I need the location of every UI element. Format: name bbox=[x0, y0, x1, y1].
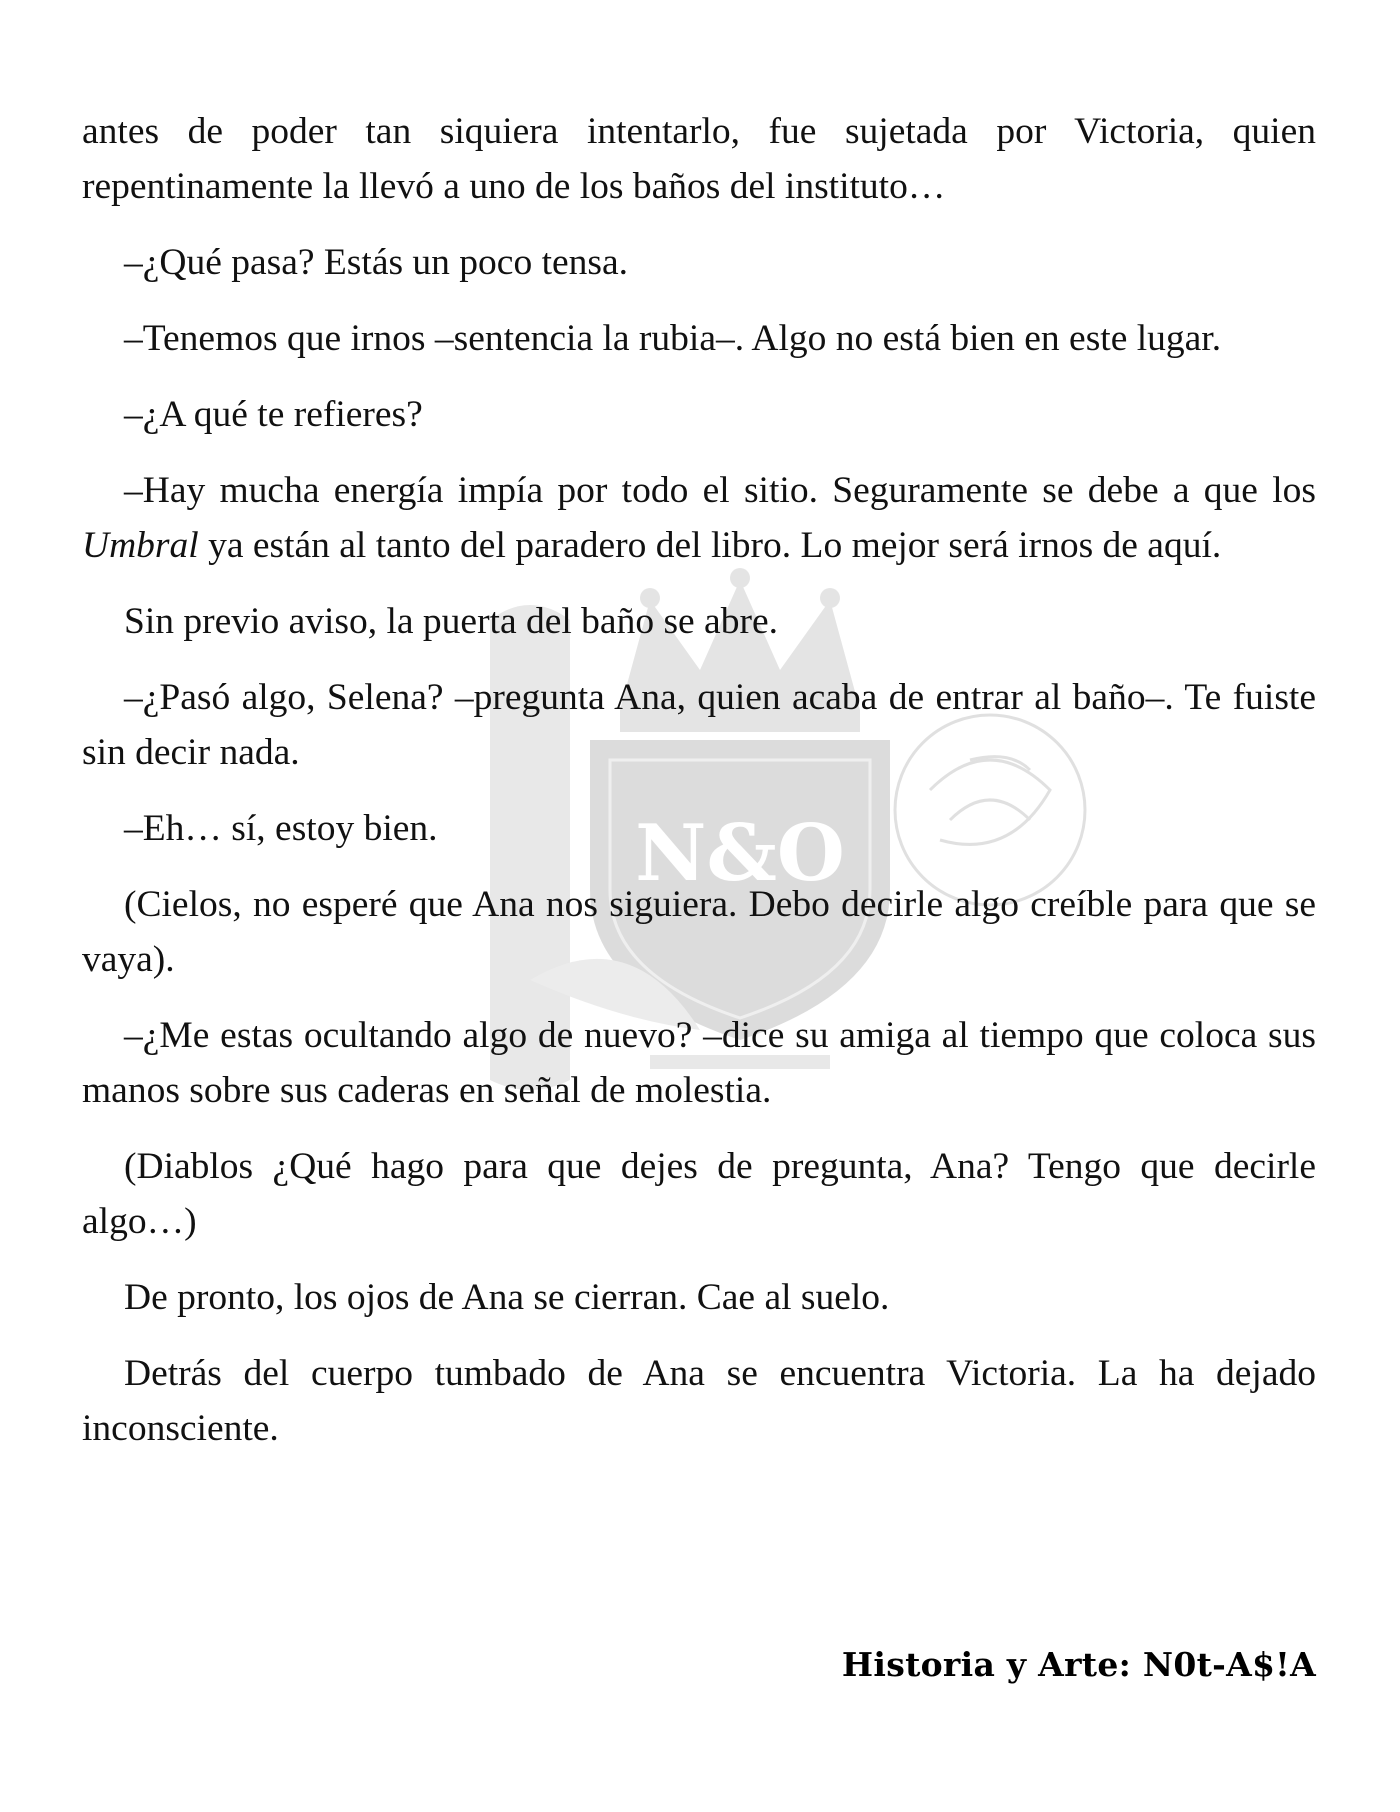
paragraph-4: –¿A qué te refieres? bbox=[124, 394, 423, 435]
paragraph-11: (Diablos ¿Qué hago para que dejes de pregunta, Ana? Tengo que decirle algo…) bbox=[82, 1146, 1316, 1242]
watermark-monogram: N&O bbox=[635, 808, 845, 899]
paragraph-7: –¿Pasó algo, Selena? –pregunta Ana, quien acaba de entrar al baño–. Te fuiste sin decir nada. bbox=[82, 677, 1316, 773]
paragraph-1: antes de poder tan siquiera intentarlo, fue sujetada por Victoria, quien repentinamente la llevó a uno de los baños del instituto… bbox=[82, 111, 1316, 207]
paragraph-12: De pronto, los ojos de Ana se cierran. Cae al suelo. bbox=[124, 1277, 890, 1318]
paragraph-6: Sin previo aviso, la puerta del baño se abre. bbox=[124, 601, 778, 642]
paragraph-3: –Tenemos que irnos –sentencia la rubia–. Algo no está bien en este lugar. bbox=[124, 318, 1222, 359]
paragraph-13: Detrás del cuerpo tumbado de Ana se encuentra Victoria. La ha dejado inconsciente. bbox=[82, 1353, 1316, 1449]
paragraph-5-end: ya están al tanto del paradero del libro. Lo mejor será irnos de aquí. bbox=[198, 525, 1222, 566]
paragraph-5-start: –Hay mucha energía impía por todo el sitio. Seguramente se debe a que los bbox=[124, 470, 1316, 511]
italic-term: Umbral bbox=[82, 525, 199, 566]
body-text bbox=[82, 104, 1316, 1477]
paragraph-8: –Eh… sí, estoy bien. bbox=[124, 808, 438, 849]
paragraph-10: –¿Me estas ocultando algo de nuevo? –dice su amiga al tiempo que coloca sus manos sobre sus caderas en señal de molestia. bbox=[82, 1015, 1316, 1111]
paragraph-2: –¿Qué pasa? Estás un poco tensa. bbox=[124, 242, 628, 283]
author-signature: Historia y Arte: N0t-A$!A bbox=[841, 1645, 1316, 1684]
paragraph-5 bbox=[82, 463, 1316, 573]
paragraph-9: (Cielos, no esperé que Ana nos siguiera. Debo decirle algo creíble para que se vaya). bbox=[82, 884, 1316, 980]
